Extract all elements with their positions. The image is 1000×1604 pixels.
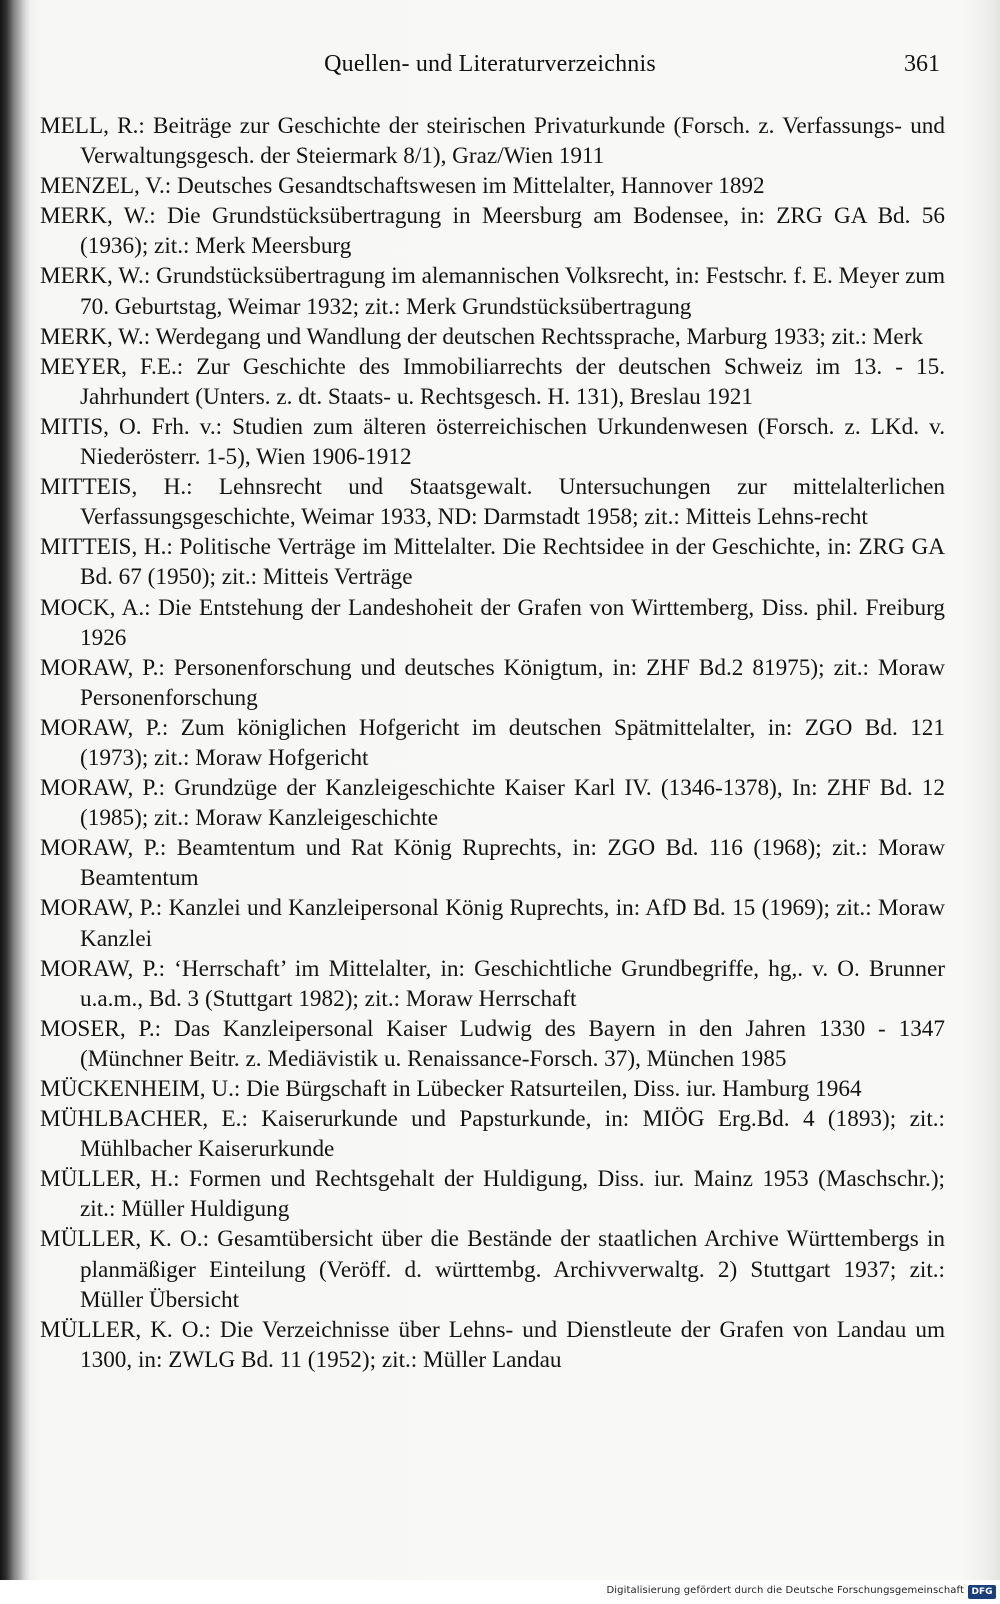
bibliography-entry: MENZEL, V.: Deutsches Gesandtschaftswesen im Mittelalter, Hannover 1892 [40, 173, 765, 200]
page-number: 361 [904, 51, 940, 77]
bibliography-list [40, 111, 945, 1375]
dfg-logo: DFG [968, 1585, 996, 1599]
bibliography-entry: MITTEIS, H.: Politische Verträge im Mittelalter. Die Rechtsidee in der Geschichte, in: ZRG GA Bd. 67 (1950); zit.: Mitteis Verträge [40, 534, 945, 591]
bibliography-entry: MORAW, P.: Personenforschung und deutsches Königtum, in: ZHF Bd.2 81975); zit.: Moraw Personenforschung [40, 654, 945, 711]
bibliography-entry: MITIS, O. Frh. v.: Studien zum älteren österreichischen Urkundenwesen (Forsch. z. LKd. v. Niederösterr. 1-5), Wien 1906-1912 [40, 413, 945, 471]
bibliography-entry: MELL, R.: Beiträge zur Geschichte der steirischen Privaturkunde (Forsch. z. Verfassungs- und Verwaltungsgesch. der Steiermark 8/1), Graz/Wien 1911 [40, 113, 945, 170]
bibliography-entry: MORAW, P.: Zum königlichen Hofgericht im deutschen Spätmittelalter, in: ZGO Bd. 121 (1973); zit.: Moraw Hofgericht [40, 714, 945, 771]
bibliography-entry: MORAW, P.: ‘Herrschaft’ im Mittelalter, in: Geschichtliche Grundbegriffe, hg,. v. O. Brunner u.a.m., Bd. 3 (Stuttgart 1982); zit.: Moraw Herrschaft [40, 955, 945, 1012]
digitization-footer [0, 1580, 1000, 1604]
bibliography-entry: MORAW, P.: Beamtentum und Rat König Ruprechts, in: ZGO Bd. 116 (1968); zit.: Moraw Beamtentum [40, 835, 945, 892]
bibliography-entry: MÜLLER, H.: Formen und Rechtsgehalt der Huldigung, Diss. iur. Mainz 1953 (Maschschr.); zit.: Müller Huldigung [40, 1166, 945, 1223]
running-header [40, 51, 940, 85]
bibliography-entry: MITTEIS, H.: Lehnsrecht und Staatsgewalt. Untersuchungen zur mittelalterlichen Verfassungsgeschichte, Weimar 1933, ND: Darmstadt 1958; zit.: Mitteis Lehns-recht [40, 474, 945, 531]
bibliography-entry: MÜHLBACHER, E.: Kaiserurkunde und Papsturkunde, in: MIÖG Erg.Bd. 4 (1893); zit.: Mühlbacher Kaiserurkunde [40, 1106, 945, 1163]
bibliography-entry: MERK, W.: Grundstücksübertragung im alemannischen Volksrecht, in: Festschr. f. E. Meyer zum 70. Geburtstag, Weimar 1932; zit.: Merk Grundstücksübertragung [40, 263, 945, 320]
bibliography-entry: MORAW, P.: Grundzüge der Kanzleigeschichte Kaiser Karl IV. (1346-1378), In: ZHF Bd. 12 (1985); zit.: Moraw Kanzleigeschichte [40, 775, 945, 832]
funding-notice: Digitalisierung gefördert durch die Deutsche Forschungsgemeinschaft [606, 1585, 964, 1596]
running-title: Quellen- und Literaturverzeichnis [324, 51, 656, 77]
bibliography-entry: MÜCKENHEIM, U.: Die Bürgschaft in Lübecker Ratsurteilen, Diss. iur. Hamburg 1964 [40, 1076, 862, 1102]
bibliography-entry: MERK, W.: Werdegang und Wandlung der deutschen Rechtssprache, Marburg 1933; zit.: Merk [40, 323, 924, 350]
bibliography-entry: MOSER, P.: Das Kanzleipersonal Kaiser Ludwig des Bayern in den Jahren 1330 - 1347 (Münchner Beitr. z. Mediävistik u. Renaissance-Forsch. 37), München 1985 [40, 1015, 945, 1072]
bibliography-entry: MOCK, A.: Die Entstehung der Landeshoheit der Grafen von Wirttemberg, Diss. phil. Freiburg 1926 [40, 594, 945, 651]
bibliography-entry: MEYER, F.E.: Zur Geschichte des Immobiliarrechts der deutschen Schweiz im 13. - 15. Jahrhundert (Unters. z. dt. Staats- u. Rechtsgesch. H. 131), Breslau 1921 [40, 353, 945, 410]
bibliography-entry: MORAW, P.: Kanzlei und Kanzleipersonal König Ruprechts, in: AfD Bd. 15 (1969); zit.: Moraw Kanzlei [40, 895, 945, 952]
bibliography-entry: MERK, W.: Die Grundstücksübertragung in Meersburg am Bodensee, in: ZRG GA Bd. 56 (1936); zit.: Merk Meersburg [40, 203, 945, 260]
bibliography-entry: MÜLLER, K. O.: Gesamtübersicht über die Bestände der staatlichen Archive Württembergs in planmäßiger Einteilung (Veröff. d. württembg. Archivverwaltg. 2) Stuttgart 1937; zit.: Müller Übersicht [40, 1226, 945, 1313]
bibliography-entry: MÜLLER, K. O.: Die Verzeichnisse über Lehns- und Dienstleute der Grafen von Landau um 1300, in: ZWLG Bd. 11 (1952); zit.: Müller Landau [40, 1316, 945, 1373]
book-gutter-shadow [0, 0, 30, 1604]
